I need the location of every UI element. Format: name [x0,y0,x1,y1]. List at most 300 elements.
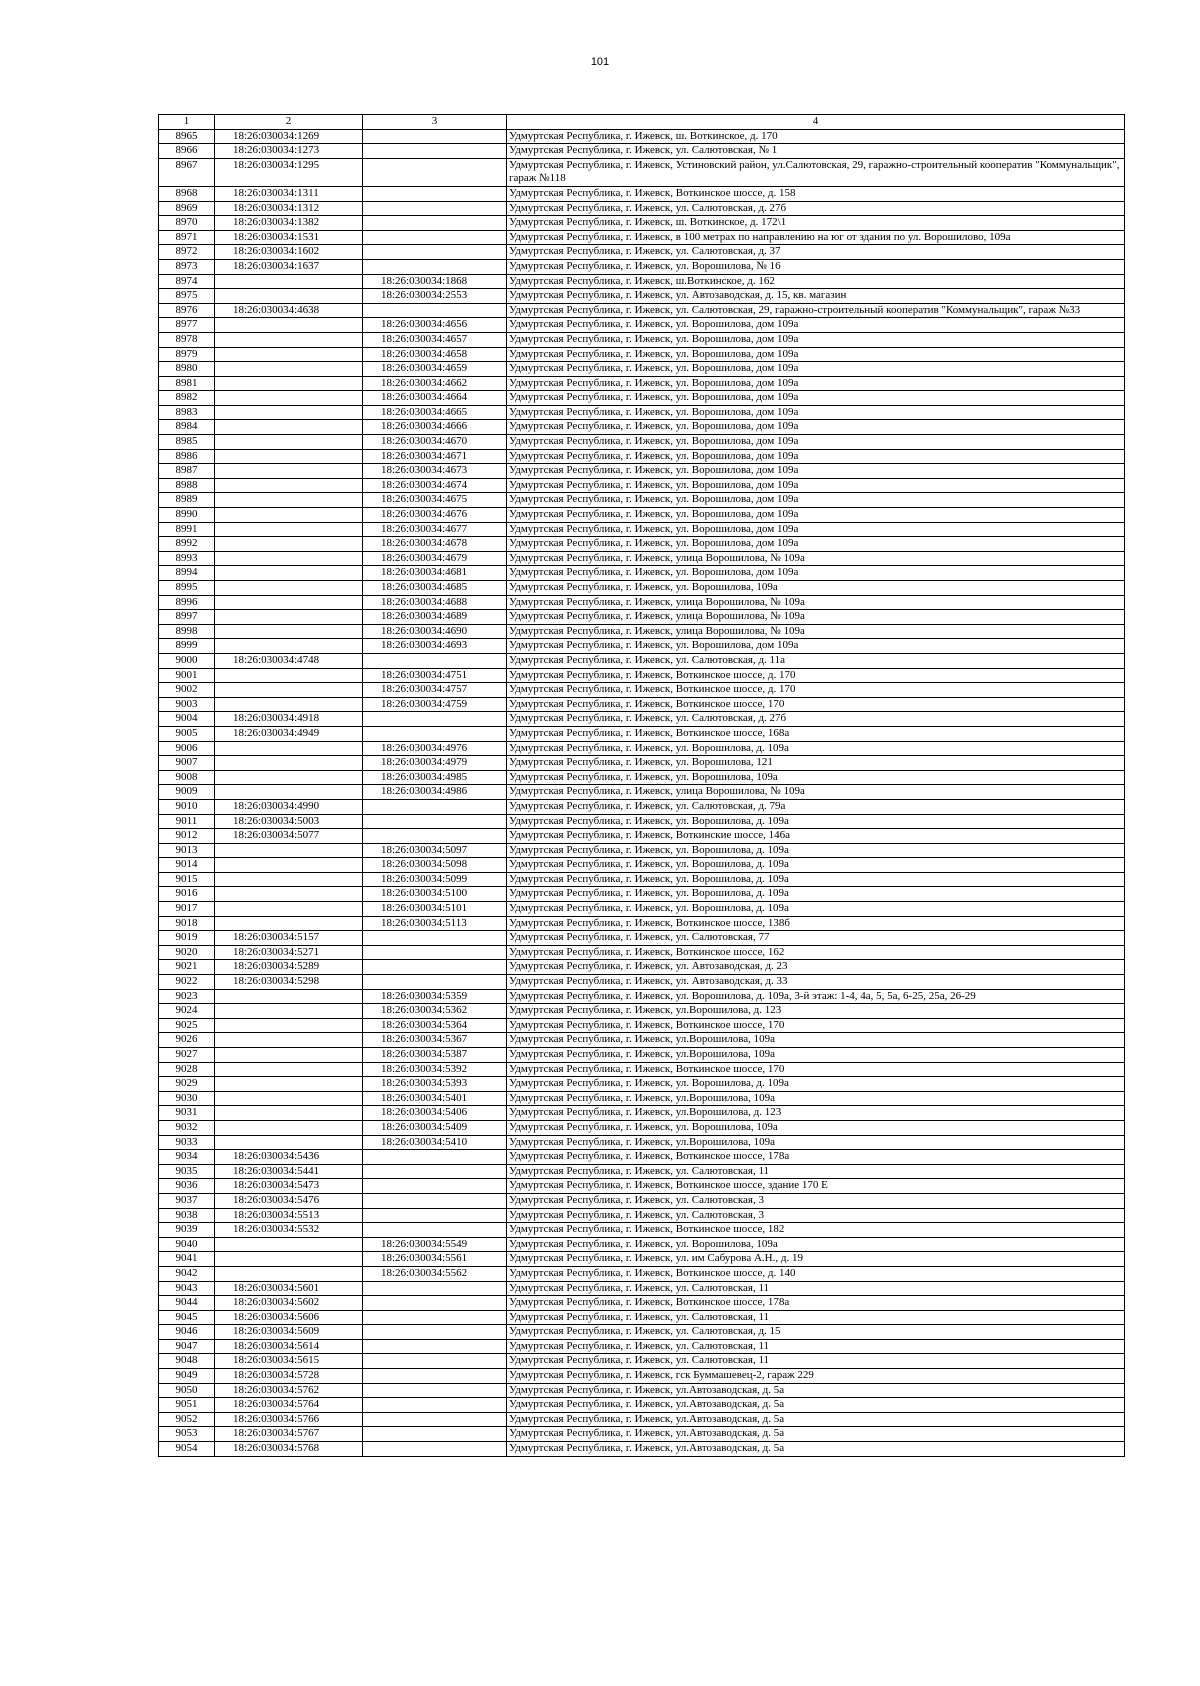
address-cell: Удмуртская Республика, г. Ижевск, ул. Ворошилова, дом 109а [507,449,1125,464]
row-number-cell: 8984 [159,420,215,435]
page-number: 101 [590,56,610,68]
cadastral-number-cell: 18:26:030034:4990 [215,799,363,814]
cadastral-number-alt-cell: 18:26:030034:5401 [363,1091,507,1106]
table-row [159,595,1125,610]
cadastral-number-cell [215,683,363,698]
address-cell: Удмуртская Республика, г. Ижевск, ул. Ворошилова, дом 109а [507,566,1125,581]
table-row [159,318,1125,333]
address-cell: Удмуртская Республика, г. Ижевск, ул.Автозаводская, д. 5а [507,1398,1125,1413]
table-row [159,741,1125,756]
row-number-cell: 8980 [159,362,215,377]
table-row [159,362,1125,377]
cadastral-number-cell [215,1048,363,1063]
row-number-cell: 9026 [159,1033,215,1048]
row-number-cell: 9054 [159,1442,215,1457]
row-number-cell: 9053 [159,1427,215,1442]
row-number-cell: 9007 [159,756,215,771]
cadastral-number-alt-cell: 18:26:030034:4673 [363,464,507,479]
cadastral-number-cell: 18:26:030034:5766 [215,1412,363,1427]
cadastral-number-alt-cell: 18:26:030034:5362 [363,1004,507,1019]
row-number-cell: 8985 [159,435,215,450]
cadastral-number-alt-cell: 18:26:030034:4689 [363,610,507,625]
address-cell: Удмуртская Республика, г. Ижевск, ул.Ворошилова, д. 123 [507,1004,1125,1019]
row-number-cell: 9024 [159,1004,215,1019]
table-row [159,158,1125,186]
address-cell: Удмуртская Республика, г. Ижевск, Воткинское шоссе, д. 170 [507,683,1125,698]
cadastral-number-cell [215,1252,363,1267]
table-row [159,916,1125,931]
cadastral-number-alt-cell: 18:26:030034:5364 [363,1018,507,1033]
row-number-cell: 8975 [159,289,215,304]
cadastral-number-cell [215,1018,363,1033]
cadastral-number-cell: 18:26:030034:1637 [215,259,363,274]
address-cell: Удмуртская Республика, г. Ижевск, ул. Ворошилова, дом 109а [507,493,1125,508]
row-number-cell: 9047 [159,1339,215,1354]
cadastral-number-cell: 18:26:030034:1295 [215,158,363,186]
address-cell: Удмуртская Республика, г. Ижевск, Воткинское шоссе, 178а [507,1296,1125,1311]
row-number-cell: 9049 [159,1369,215,1384]
cadastral-number-alt-cell: 18:26:030034:5100 [363,887,507,902]
table-row [159,1208,1125,1223]
table-row [159,508,1125,523]
cadastral-number-cell [215,858,363,873]
table-row [159,1106,1125,1121]
cadastral-number-cell [215,362,363,377]
row-number-cell: 9000 [159,653,215,668]
table-row [159,610,1125,625]
table-row [159,858,1125,873]
cadastral-number-cell: 18:26:030034:1602 [215,245,363,260]
cadastral-number-cell [215,785,363,800]
row-number-cell: 9042 [159,1266,215,1281]
address-cell: Удмуртская Республика, г. Ижевск, ул. Ворошилова, дом 109а [507,478,1125,493]
row-number-cell: 9010 [159,799,215,814]
cadastral-number-cell [215,551,363,566]
address-cell: Удмуртская Республика, г. Ижевск, ул. Ворошилова, дом 109а [507,537,1125,552]
table-row [159,259,1125,274]
address-cell: Удмуртская Республика, г. Ижевск, Воткинское шоссе, здание 170 Е [507,1179,1125,1194]
address-cell: Удмуртская Республика, г. Ижевск, ул. Салютовская, д. 15 [507,1325,1125,1340]
cadastral-number-cell: 18:26:030034:5003 [215,814,363,829]
row-number-cell: 8973 [159,259,215,274]
cadastral-number-cell [215,756,363,771]
row-number-cell: 9029 [159,1077,215,1092]
cadastral-number-alt-cell: 18:26:030034:2553 [363,289,507,304]
cadastral-number-alt-cell [363,186,507,201]
row-number-cell: 9051 [159,1398,215,1413]
table-row [159,289,1125,304]
address-cell: Удмуртская Республика, г. Ижевск, ул. Автозаводская, д. 15, кв. магазин [507,289,1125,304]
row-number-cell: 9035 [159,1164,215,1179]
cadastral-number-alt-cell: 18:26:030034:4664 [363,391,507,406]
row-number-cell: 9017 [159,902,215,917]
row-number-cell: 9020 [159,945,215,960]
table-row [159,683,1125,698]
cadastral-number-cell [215,508,363,523]
cadastral-number-cell [215,1237,363,1252]
cadastral-number-alt-cell: 18:26:030034:4751 [363,668,507,683]
address-cell: Удмуртская Республика, г. Ижевск, ул.Автозаводская, д. 5а [507,1427,1125,1442]
cadastral-number-alt-cell [363,1339,507,1354]
cadastral-number-cell: 18:26:030034:1531 [215,230,363,245]
cadastral-number-cell [215,916,363,931]
table-row [159,1120,1125,1135]
row-number-cell: 8998 [159,624,215,639]
row-number-cell: 9039 [159,1223,215,1238]
row-number-cell: 9041 [159,1252,215,1267]
address-cell: Удмуртская Республика, г. Ижевск, ул. Салютовская, № 1 [507,144,1125,159]
table-row [159,872,1125,887]
cadastral-number-alt-cell: 18:26:030034:5561 [363,1252,507,1267]
row-number-cell: 8997 [159,610,215,625]
address-cell: Удмуртская Республика, г. Ижевск, ул. Салютовская, 11 [507,1164,1125,1179]
cadastral-number-alt-cell [363,653,507,668]
cadastral-number-alt-cell: 18:26:030034:4688 [363,595,507,610]
header-row [159,115,1125,130]
cadastral-number-cell: 18:26:030034:5157 [215,931,363,946]
cadastral-number-cell: 18:26:030034:1312 [215,201,363,216]
row-number-cell: 9034 [159,1150,215,1165]
row-number-cell: 9030 [159,1091,215,1106]
cadastral-number-alt-cell [363,259,507,274]
address-cell: Удмуртская Республика, г. Ижевск, ул. Автозаводская, д. 33 [507,975,1125,990]
address-cell: Удмуртская Республика, г. Ижевск, ул. Салютовская, д. 11а [507,653,1125,668]
cadastral-number-cell: 18:26:030034:5298 [215,975,363,990]
table-row [159,332,1125,347]
address-cell: Удмуртская Республика, г. Ижевск, Воткинское шоссе, 138б [507,916,1125,931]
row-number-cell: 9009 [159,785,215,800]
table-row [159,639,1125,654]
row-number-cell: 9033 [159,1135,215,1150]
cadastral-number-alt-cell [363,712,507,727]
address-cell: Удмуртская Республика, г. Ижевск, улица Ворошилова, № 109а [507,785,1125,800]
cadastral-number-cell [215,493,363,508]
row-number-cell: 9036 [159,1179,215,1194]
cadastral-number-cell: 18:26:030034:5768 [215,1442,363,1457]
cadastral-number-alt-cell [363,1383,507,1398]
address-cell: Удмуртская Республика, г. Ижевск, ул. Ворошилова, дом 109а [507,376,1125,391]
cadastral-number-cell [215,843,363,858]
row-number-cell: 9043 [159,1281,215,1296]
cadastral-number-cell [215,668,363,683]
table-row [159,522,1125,537]
table-row [159,785,1125,800]
address-cell: Удмуртская Республика, г. Ижевск, ул.Ворошилова, 109а [507,1091,1125,1106]
address-cell: Удмуртская Республика, г. Ижевск, ул. Ворошилова, 109а [507,770,1125,785]
table-row [159,245,1125,260]
row-number-cell: 9023 [159,989,215,1004]
table-row [159,391,1125,406]
table-row [159,960,1125,975]
cadastral-number-alt-cell: 18:26:030034:4679 [363,551,507,566]
table-row [159,756,1125,771]
cadastral-number-cell: 18:26:030034:5767 [215,1427,363,1442]
address-cell: Удмуртская Республика, г. Ижевск, ул.Ворошилова, 109а [507,1048,1125,1063]
cadastral-number-alt-cell [363,1193,507,1208]
cadastral-number-cell [215,274,363,289]
row-number-cell: 9015 [159,872,215,887]
table-row [159,1077,1125,1092]
table-row [159,1354,1125,1369]
table-row [159,770,1125,785]
cadastral-number-alt-cell [363,158,507,186]
address-cell: Удмуртская Республика, г. Ижевск, ул. Ворошилова, д. 109а, 3-й этаж: 1-4, 4а, 5, 5а, 6-25, 25а, 26-29 [507,989,1125,1004]
cadastral-number-alt-cell [363,1310,507,1325]
cadastral-number-alt-cell [363,975,507,990]
table-row [159,464,1125,479]
row-number-cell: 9011 [159,814,215,829]
cadastral-number-cell [215,464,363,479]
address-cell: Удмуртская Республика, г. Ижевск, ул. Ворошилова, дом 109а [507,391,1125,406]
cadastral-number-alt-cell: 18:26:030034:4674 [363,478,507,493]
address-cell: Удмуртская Республика, г. Ижевск, ул. Ворошилова, дом 109а [507,362,1125,377]
table-row [159,1369,1125,1384]
table-row [159,1442,1125,1457]
table-row [159,1018,1125,1033]
cadastral-number-alt-cell: 18:26:030034:4658 [363,347,507,362]
row-number-cell: 9002 [159,683,215,698]
table-row [159,1237,1125,1252]
cadastral-number-cell [215,537,363,552]
table-row [159,829,1125,844]
table-row [159,945,1125,960]
row-number-cell: 9022 [159,975,215,990]
cadastral-number-alt-cell [363,726,507,741]
row-number-cell: 8986 [159,449,215,464]
address-cell: Удмуртская Республика, г. Ижевск, ул. Салютовская, 29, гаражно-строительный кооператив "Коммунальщик", гараж №33 [507,303,1125,318]
row-number-cell: 8999 [159,639,215,654]
table-row [159,624,1125,639]
address-cell: Удмуртская Республика, г. Ижевск, ул. Ворошилова, дом 109а [507,318,1125,333]
cadastral-number-alt-cell [363,1296,507,1311]
cadastral-number-cell: 18:26:030034:5436 [215,1150,363,1165]
table-row [159,274,1125,289]
table-row [159,1150,1125,1165]
cadastral-number-alt-cell [363,814,507,829]
table-row [159,1383,1125,1398]
table-row [159,376,1125,391]
cadastral-number-alt-cell: 18:26:030034:5393 [363,1077,507,1092]
address-cell: Удмуртская Республика, г. Ижевск, ул. Ворошилова, дом 109а [507,435,1125,450]
address-cell: Удмуртская Республика, г. Ижевск, ул. Салютовская, 11 [507,1281,1125,1296]
table-row [159,697,1125,712]
cadastral-number-alt-cell: 18:26:030034:4677 [363,522,507,537]
cadastral-number-cell [215,332,363,347]
cadastral-number-cell [215,770,363,785]
cadastral-number-alt-cell: 18:26:030034:5099 [363,872,507,887]
table-row [159,902,1125,917]
row-number-cell: 8982 [159,391,215,406]
address-cell: Удмуртская Республика, г. Ижевск, ул. Ворошилова, д. 109а [507,887,1125,902]
table-row [159,201,1125,216]
cadastral-number-alt-cell [363,829,507,844]
address-cell: Удмуртская Республика, г. Ижевск, ул.Ворошилова, 109а [507,1033,1125,1048]
address-cell: Удмуртская Республика, г. Ижевск, Устиновский район, ул.Салютовская, 29, гаражно-строительный кооператив "Коммунальщик", гараж №118 [507,158,1125,186]
cadastral-number-alt-cell [363,201,507,216]
row-number-cell: 8995 [159,581,215,596]
row-number-cell: 8989 [159,493,215,508]
cadastral-number-cell: 18:26:030034:1311 [215,186,363,201]
cadastral-number-cell: 18:26:030034:5762 [215,1383,363,1398]
row-number-cell: 8988 [159,478,215,493]
cadastral-number-alt-cell: 18:26:030034:4671 [363,449,507,464]
cadastral-number-alt-cell [363,144,507,159]
cadastral-number-alt-cell: 18:26:030034:4986 [363,785,507,800]
address-cell: Удмуртская Республика, г. Ижевск, улица Ворошилова, № 109а [507,624,1125,639]
cadastral-number-alt-cell: 18:26:030034:4662 [363,376,507,391]
address-cell: Удмуртская Республика, г. Ижевск, улица Ворошилова, № 109а [507,610,1125,625]
address-cell: Удмуртская Республика, г. Ижевск, ул. им Сабурова А.Н., д. 19 [507,1252,1125,1267]
row-number-cell: 9032 [159,1120,215,1135]
cadastral-number-cell [215,420,363,435]
table-row [159,1179,1125,1194]
table-row [159,449,1125,464]
address-cell: Удмуртская Республика, г. Ижевск, ул. Ворошилова, дом 109а [507,405,1125,420]
cadastral-number-alt-cell: 18:26:030034:4676 [363,508,507,523]
cadastral-number-alt-cell: 18:26:030034:4693 [363,639,507,654]
cadastral-number-cell [215,989,363,1004]
table-row [159,230,1125,245]
table-row [159,1252,1125,1267]
row-number-cell: 9013 [159,843,215,858]
address-cell: Удмуртская Республика, г. Ижевск, ш.Воткинское, д. 162 [507,274,1125,289]
table-row [159,405,1125,420]
cadastral-number-alt-cell [363,1164,507,1179]
cadastral-number-cell: 18:26:030034:5728 [215,1369,363,1384]
cadastral-number-cell [215,435,363,450]
row-number-cell: 8993 [159,551,215,566]
table-row [159,1223,1125,1238]
cadastral-number-alt-cell [363,799,507,814]
address-cell: Удмуртская Республика, г. Ижевск, ул. Салютовская, 3 [507,1193,1125,1208]
address-cell: Удмуртская Республика, г. Ижевск, ул. Салютовская, 11 [507,1354,1125,1369]
address-cell: Удмуртская Республика, г. Ижевск, улица Ворошилова, № 109а [507,595,1125,610]
address-cell: Удмуртская Республика, г. Ижевск, Воткинское шоссе, 178а [507,1150,1125,1165]
cadastral-number-alt-cell [363,1412,507,1427]
cadastral-number-alt-cell [363,1369,507,1384]
row-number-cell: 9048 [159,1354,215,1369]
table-row [159,1325,1125,1340]
cadastral-number-cell: 18:26:030034:5077 [215,829,363,844]
cadastral-number-alt-cell [363,1354,507,1369]
cadastral-number-alt-cell: 18:26:030034:5101 [363,902,507,917]
cadastral-number-cell: 18:26:030034:5532 [215,1223,363,1238]
row-number-cell: 9016 [159,887,215,902]
table-row [159,347,1125,362]
cadastral-number-cell [215,581,363,596]
table-body [159,129,1125,1456]
table-row [159,1398,1125,1413]
cadastral-number-cell [215,566,363,581]
table-row [159,1048,1125,1063]
row-number-cell: 8991 [159,522,215,537]
column-header-1: 1 [159,115,215,130]
cadastral-number-cell: 18:26:030034:5476 [215,1193,363,1208]
registry-table [158,114,1125,1457]
cadastral-number-alt-cell: 18:26:030034:4657 [363,332,507,347]
row-number-cell: 9028 [159,1062,215,1077]
table-row [159,1310,1125,1325]
row-number-cell: 9050 [159,1383,215,1398]
cadastral-number-cell [215,1062,363,1077]
cadastral-number-cell: 18:26:030034:1273 [215,144,363,159]
cadastral-number-cell: 18:26:030034:4949 [215,726,363,741]
address-cell: Удмуртская Республика, г. Ижевск, ул. Ворошилова, дом 109а [507,347,1125,362]
cadastral-number-alt-cell: 18:26:030034:4681 [363,566,507,581]
cadastral-number-alt-cell: 18:26:030034:5392 [363,1062,507,1077]
table-row [159,303,1125,318]
address-cell: Удмуртская Республика, г. Ижевск, гск Буммашевец-2, гараж 229 [507,1369,1125,1384]
cadastral-number-alt-cell: 18:26:030034:5406 [363,1106,507,1121]
cadastral-number-cell: 18:26:030034:4918 [215,712,363,727]
cadastral-number-cell [215,1033,363,1048]
cadastral-number-alt-cell [363,1150,507,1165]
address-cell: Удмуртская Республика, г. Ижевск, Воткинское шоссе, 170 [507,697,1125,712]
address-cell: Удмуртская Республика, г. Ижевск, Воткинское шоссе, 170 [507,1062,1125,1077]
row-number-cell: 8987 [159,464,215,479]
row-number-cell: 9001 [159,668,215,683]
table-row [159,1339,1125,1354]
row-number-cell: 9037 [159,1193,215,1208]
table-row [159,1164,1125,1179]
cadastral-number-alt-cell [363,216,507,231]
table-row [159,420,1125,435]
row-number-cell: 8981 [159,376,215,391]
row-number-cell: 9012 [159,829,215,844]
address-cell: Удмуртская Республика, г. Ижевск, ул. Салютовская, 77 [507,931,1125,946]
address-cell: Удмуртская Республика, г. Ижевск, ул. Салютовская, д. 27б [507,712,1125,727]
row-number-cell: 8971 [159,230,215,245]
cadastral-number-alt-cell: 18:26:030034:5097 [363,843,507,858]
table-row [159,989,1125,1004]
table-row [159,478,1125,493]
cadastral-number-cell: 18:26:030034:5513 [215,1208,363,1223]
address-cell: Удмуртская Республика, г. Ижевск, Воткинское шоссе, д. 140 [507,1266,1125,1281]
cadastral-number-cell [215,610,363,625]
cadastral-number-alt-cell [363,1208,507,1223]
cadastral-number-alt-cell [363,303,507,318]
table-row [159,216,1125,231]
address-cell: Удмуртская Республика, г. Ижевск, улица Ворошилова, № 109а [507,551,1125,566]
cadastral-number-alt-cell: 18:26:030034:4985 [363,770,507,785]
address-cell: Удмуртская Республика, г. Ижевск, ул. Ворошилова, д. 109а [507,858,1125,873]
address-cell: Удмуртская Республика, г. Ижевск, ул. Салютовская, д. 37 [507,245,1125,260]
address-cell: Удмуртская Республика, г. Ижевск, Воткинское шоссе, 182 [507,1223,1125,1238]
cadastral-number-cell [215,318,363,333]
address-cell: Удмуртская Республика, г. Ижевск, ул. Ворошилова, дом 109а [507,639,1125,654]
cadastral-number-alt-cell [363,1223,507,1238]
table-row [159,1412,1125,1427]
row-number-cell: 9038 [159,1208,215,1223]
row-number-cell: 8965 [159,129,215,144]
address-cell: Удмуртская Республика, г. Ижевск, ул.Автозаводская, д. 5а [507,1383,1125,1398]
cadastral-number-cell: 18:26:030034:5473 [215,1179,363,1194]
cadastral-number-cell: 18:26:030034:5601 [215,1281,363,1296]
row-number-cell: 8969 [159,201,215,216]
address-cell: Удмуртская Республика, г. Ижевск, ул. Ворошилова, д. 109а [507,843,1125,858]
row-number-cell: 8970 [159,216,215,231]
address-cell: Удмуртская Республика, г. Ижевск, ул. Ворошилова, 121 [507,756,1125,771]
address-cell: Удмуртская Республика, г. Ижевск, ул.Автозаводская, д. 5а [507,1412,1125,1427]
row-number-cell: 8996 [159,595,215,610]
address-cell: Удмуртская Республика, г. Ижевск, ул. Салютовская, 11 [507,1310,1125,1325]
row-number-cell: 9046 [159,1325,215,1340]
address-cell: Удмуртская Республика, г. Ижевск, ул. Ворошилова, 109а [507,1237,1125,1252]
cadastral-number-cell [215,1266,363,1281]
table-row [159,1033,1125,1048]
cadastral-number-alt-cell: 18:26:030034:4678 [363,537,507,552]
row-number-cell: 9027 [159,1048,215,1063]
